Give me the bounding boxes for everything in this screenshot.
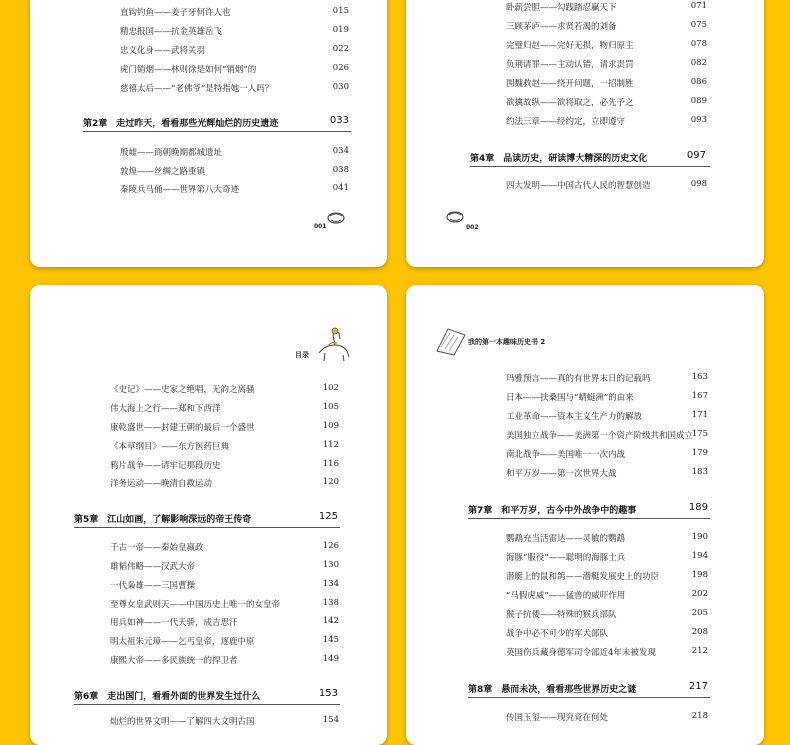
- toc-entry-page: 102: [322, 383, 339, 393]
- toc-header-label: 目录: [295, 351, 309, 359]
- toc-entry-page: 041: [332, 183, 349, 193]
- toc-entry-page: 120: [322, 477, 339, 487]
- toc-entry: 灿烂的世界文明——了解四大文明古国: [110, 717, 255, 727]
- toc-entry: 三顾茅庐——求贤若渴的刘备: [506, 22, 617, 32]
- toc-entry-page: 086: [690, 77, 707, 87]
- chapter-title: 第7章 和平万岁，古今中外战争中的趣事: [468, 506, 637, 516]
- toc-page-card-001: [30, 0, 387, 267]
- page-number: 002: [466, 224, 479, 231]
- toc-entry-page: 015: [332, 6, 349, 16]
- toc-entry: 《本草纲目》——东方医药巨典: [110, 442, 230, 452]
- toc-entry: 鹦鹉充当活雷达——灵敏的鹦鹉: [506, 534, 626, 544]
- toc-entry: 敦煌——丝绸之路重镇: [120, 167, 206, 177]
- toc-entry: 直钩钓鱼——姜子牙何许人也: [120, 8, 231, 18]
- toc-entry: 用兵如神——一代天骄，成吉思汗: [110, 618, 238, 628]
- book-series-header: 我的第一本趣味历史书 2: [468, 338, 546, 346]
- toc-entry: 忠义化身——武将关羽: [120, 46, 206, 56]
- toc-entry-page: 026: [332, 63, 349, 73]
- book-doodle-icon: [326, 210, 346, 226]
- toc-entry-page: 171: [691, 410, 708, 420]
- toc-entry-page: 109: [322, 421, 339, 431]
- toc-page-card-002: [406, 0, 764, 267]
- toc-entry-page: 089: [690, 96, 707, 106]
- chapter-page: 097: [686, 150, 706, 161]
- toc-entry: 美国独立战争——美洲第一个资产阶级共和国成立: [506, 431, 694, 441]
- toc-entry: 完璧归赵——完好无损，物归原主: [506, 41, 634, 51]
- toc-entry-page: 126: [322, 541, 339, 551]
- chapter-divider: [470, 166, 710, 167]
- toc-entry: “马假虎威”——猛兽的威吓作用: [506, 591, 626, 601]
- toc-entry: 鸦片战争——请牢记那段历史: [110, 461, 221, 471]
- chapter-divider: [468, 697, 710, 698]
- page-number: 001: [314, 223, 327, 230]
- toc-entry-page: 167: [691, 391, 708, 401]
- toc-entry: 欲擒故纵——欲将取之，必先予之: [506, 98, 634, 108]
- toc-entry: 虎门销烟——林则徐是如何“销烟”的: [120, 65, 257, 75]
- toc-entry-page: 208: [691, 627, 708, 637]
- toc-entry: 千古一帝——秦始皇嬴政: [110, 543, 204, 553]
- toc-entry-page: 071: [690, 1, 707, 11]
- chapter-title: 第4章 品读历史，研读博大精深的历史文化: [470, 154, 648, 164]
- chapter-page: 189: [688, 502, 708, 513]
- toc-entry-page: 218: [691, 711, 708, 721]
- toc-entry-page: 134: [322, 579, 339, 589]
- toc-entry: 工业革命——资本主义生产力的解放: [506, 412, 643, 422]
- toc-entry-page: 112: [322, 440, 339, 450]
- toc-entry-page: 142: [322, 616, 339, 626]
- toc-entry-page: 116: [322, 459, 339, 469]
- toc-entry: 玛雅预言——真的有世界末日的记载吗: [506, 374, 651, 384]
- toc-entry-page: 130: [322, 560, 339, 570]
- chapter-page: 033: [329, 115, 349, 126]
- book-doodle-icon: [444, 209, 466, 225]
- toc-entry: 围魏救赵——绕开问题，一招制胜: [506, 79, 634, 89]
- toc-entry: 明太祖朱元璋——乞丐皇帝，逐鹿中原: [110, 637, 255, 647]
- toc-entry: 日本——扶桑国与“蜻蜓洲”的由来: [506, 393, 634, 403]
- toc-entry: 负荆请罪——主动认错，请求责罚: [506, 60, 634, 70]
- toc-entry: 海豚“服役”——聪明的海豚士兵: [506, 553, 626, 563]
- toc-entry-page: 038: [332, 165, 349, 175]
- toc-entry-page: 149: [322, 654, 339, 664]
- chapter-divider: [74, 704, 340, 705]
- toc-entry: 慈禧太后——“老佛爷”是特指她一人吗？: [120, 84, 274, 94]
- toc-entry-page: 145: [322, 635, 339, 645]
- toc-entry-page: 175: [691, 429, 708, 439]
- toc-entry-page: 205: [691, 608, 708, 618]
- toc-entry: 传国玉玺——现究竟在何处: [506, 713, 609, 723]
- toc-entry-page: 030: [332, 82, 349, 92]
- toc-entry-page: 022: [332, 44, 349, 54]
- toc-entry: 战争中必不可少的军犬部队: [506, 629, 609, 639]
- chapter-page: 153: [318, 688, 338, 699]
- toc-entry: 卧薪尝胆——勾践踏忍赢天下: [506, 3, 617, 13]
- chapter-title: 第2章 走过昨天，看看那些光辉灿烂的历史遗迹: [83, 119, 279, 129]
- toc-entry: 殷墟——商朝晚期都城遗址: [120, 148, 223, 158]
- toc-entry: 猴子抗倭——特殊的猴兵部队: [506, 610, 617, 620]
- toc-entry-page: 034: [332, 146, 349, 156]
- chapter-title: 第8章 悬而未决，看看那些世界历史之谜: [468, 685, 637, 695]
- toc-entry-page: 078: [690, 39, 707, 49]
- toc-entry: 约法三章——经约定，立即遵守: [506, 117, 626, 127]
- toc-entry: 至尊女皇武则天——中国历史上唯一的女皇帝: [110, 600, 281, 610]
- toc-entry: 洋务运动——晚清自救运动: [110, 479, 213, 489]
- toc-entry-page: 198: [691, 570, 708, 580]
- toc-entry: 《史记》——史家之绝唱，无韵之离骚: [110, 385, 255, 395]
- chapter-page: 217: [688, 681, 708, 692]
- toc-entry-page: 190: [691, 532, 708, 542]
- toc-entry: 四大发明——中国古代人民的智慧创造: [506, 181, 651, 191]
- horse-rider-illustration-icon: [313, 323, 353, 363]
- toc-entry-page: 154: [322, 715, 339, 725]
- chapter-title: 第5章 江山如画，了解影响深远的帝王传奇: [74, 515, 252, 525]
- toc-entry-page: 194: [691, 551, 708, 561]
- toc-entry: 精忠报国——抗金英雄岳飞: [120, 27, 223, 37]
- toc-entry: 和平万岁——第一次世界大战: [506, 469, 617, 479]
- toc-entry: 雄韬伟略——汉武大帝: [110, 562, 196, 572]
- toc-entry-page: 183: [691, 467, 708, 477]
- toc-entry-page: 163: [691, 372, 708, 382]
- toc-page-card-mulu: [30, 285, 387, 745]
- open-book-illustration-icon: [434, 325, 468, 357]
- chapter-divider: [468, 518, 710, 519]
- chapter-title: 第6章 走出国门，看看外面的世界发生过什么: [74, 692, 261, 702]
- toc-entry-page: 138: [322, 598, 339, 608]
- chapter-divider: [83, 131, 351, 132]
- toc-entry-page: 105: [322, 402, 339, 412]
- toc-page-card-book-series: [406, 285, 764, 745]
- toc-entry-page: 179: [691, 448, 708, 458]
- toc-entry: 英国伤兵藏身德军司令部近4年未被发现: [506, 648, 656, 658]
- toc-entry-page: 202: [691, 589, 708, 599]
- chapter-divider: [74, 527, 340, 528]
- toc-entry: 南北战争——美国唯一一次内战: [506, 450, 626, 460]
- toc-entry-page: 098: [690, 179, 707, 189]
- toc-entry-page: 019: [332, 25, 349, 35]
- toc-entry: 康乾盛世——封建王朝的最后一个盛世: [110, 423, 255, 433]
- toc-entry: 伟大海上之行——郑和下西洋: [110, 404, 221, 414]
- toc-entry: 秦陵兵马俑——世界第八大奇迹: [120, 185, 240, 195]
- toc-entry-page: 093: [690, 115, 707, 125]
- chapter-page: 125: [318, 511, 338, 522]
- toc-entry: 一代枭雄——三国曹操: [110, 581, 196, 591]
- toc-entry: 潜艇上的鼠和鸽——潜艇发展史上的功臣: [506, 572, 660, 582]
- toc-entry-page: 075: [690, 20, 707, 30]
- toc-entry-page: 212: [691, 646, 708, 656]
- toc-entry: 康熙大帝——多民族统一的捍卫者: [110, 656, 238, 666]
- toc-entry-page: 082: [690, 58, 707, 68]
